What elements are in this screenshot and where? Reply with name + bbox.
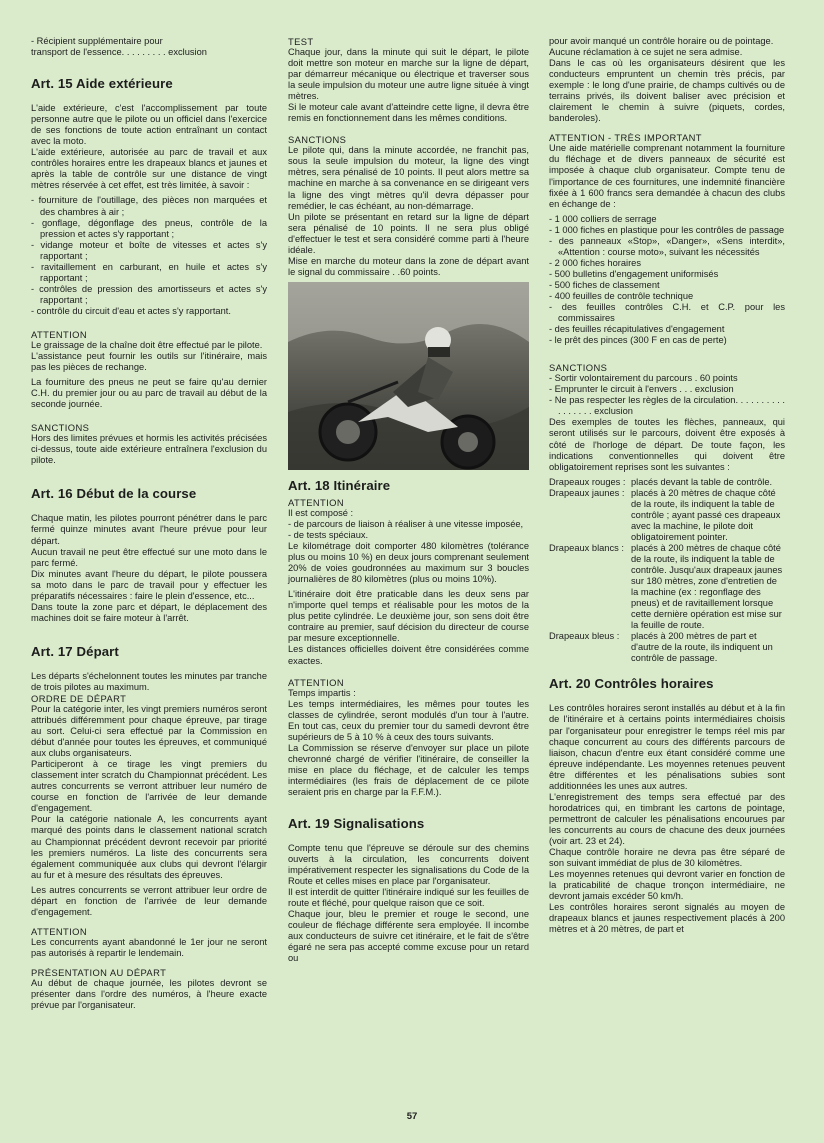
art18-attention2-p: Temps impartis : Les temps intermédiaires, les mêmes pour toutes les classes de cylindrée, seront modulés d'un tour à l'autre. En tout cas, ceux du premier tour du samedi devront être supérieurs de 5 à 10 % à ceux des tours suivants. La Commission se réserve d'envoyer sur place un pilote chevronné chargé de vérifier l'itinéraire, de conseiller la mise en place du fléchage, et de calculer les temps intermédiaires (les frais de déplacement de ce pilote seraient pris en charge par la F.F.M.). (288, 687, 529, 797)
art18-attention-title: ATTENTION (288, 496, 345, 508)
art19-p: Compte tenu que l'épreuve se déroule sur des chemins ouverts à la circulation, les concurrents doivent impérativement respecter les signalisations du Code de la Route et celles mises en place par l'organisateur. Il est interdit de quitter l'itinéraire indiqué sur les feuilles de route et fléché, pour quelque raison que ce soit. Chaque jour, bleu le premier et rouge le second, une couleur de fléchage différente sera employée. Il incombe aux conducteurs de suivre cet itinéraire, et le fait de s'être égaré ne sera pas accepté comme excuse pour un retard ou (288, 843, 529, 964)
page-number: 57 (406, 1111, 418, 1122)
art18-attention2-title: ATTENTION (288, 676, 345, 688)
c3-supplies-list (549, 214, 785, 347)
art15-sanctions-title: SANCTIONS (31, 422, 90, 434)
column-left (31, 36, 267, 1015)
art17-title: Art. 17 Départ (31, 643, 119, 659)
list-item: - des feuilles contrôles C.H. et C.P. pour les commissaires (549, 302, 785, 324)
art17-ordre-title: ORDRE DE DÉPART (31, 692, 127, 704)
art18-list (288, 519, 529, 541)
flag-desc: placés à 200 mètres de part et d'autre de la route, ils indiquent un contrôle de passage. (631, 631, 773, 664)
c3-sanctions-list (549, 373, 785, 417)
sanctions-title: SANCTIONS (288, 134, 347, 146)
column-middle (288, 36, 529, 969)
list-item: - gonflage, dégonflage des pneus, contrôle de la pression et actes s'y rapportant ; (31, 217, 267, 239)
list-item: - de tests spéciaux. (288, 529, 369, 540)
flag-label: Drapeaux rouges : (549, 476, 626, 487)
art15-title: Art. 15 Aide extérieure (31, 76, 173, 92)
flag-desc: placés à 200 mètres de chaque côté de la route, ils indiquent la table de contrôle. Jusqu'aux drapeaux jaunes sur 180 mètres, zone d'entretien de la machine (ex : regonflage des pneus) et de ravitaillement lorsque cette dernière opération est mise sur la feuille de route. (631, 542, 783, 631)
art15-list (31, 195, 267, 317)
art15-attention-p2: La fourniture des pneus ne peut se faire qu'au dernier C.H. du premier jour ou au parc de travail au début de la seconde journée. (31, 377, 267, 410)
art16-p: Chaque matin, les pilotes pourront pénétrer dans le parc fermé quinze minutes avant l'heure prévue pour leur départ. Aucun travail ne peut être effectué sur une moto dans le parc fermé. Dix minutes avant l'heure du départ, le pilote poussera sa moto dans le parc de travail pour y effectuer les préparatifs nécessaires : faire le plein d'essence, etc... Dans toute la zone parc et départ, le déplacement des machines doit se faire moteur à l'arrêt. (31, 513, 267, 623)
art15-attention-p1: Le graissage de la chaîne doit être effectué par le pilote. L'assistance peut fournir les outils sur l'itinéraire, mais pas les pièces de rechange. (31, 339, 267, 373)
test-p: Chaque jour, dans la minute qui suit le départ, le pilote doit mettre son moteur en marche sur la ligne de départ, par démarreur mécanique ou électrique et traverser sous la seule impulsion du moteur une autre ligne située à vingt mètres. Si le moteur cale avant d'atteindre cette ligne, il devra être remis en fonctionnement dans les mêmes conditions. (288, 47, 529, 124)
list-item: - 2 000 fiches horaires (549, 257, 641, 268)
c3-p1: pour avoir manqué un contrôle horaire ou de pointage. Aucune réclamation à ce sujet ne sera admise. Dans le cas où les organisateurs désirent que les conducteurs empruntent un chemin très précis, par exemple : le long d'une prairie, de champs cultivés ou de terrains privés, ils doivent baliser avec précision et clairement le chemin à suivre (piquets, cordes, banderoles). (549, 36, 785, 124)
list-item: - vidange moteur et boîte de vitesses et actes s'y rapportant ; (31, 239, 267, 261)
list-item: - des panneaux «Stop», «Danger», «Sens interdit», «Attention : course moto», suivant les nécessités (549, 235, 785, 257)
top-item: - Récipient supplémentaire pour transport de l'essence. . . . . . . . . exclusion (31, 36, 207, 58)
list-item: - de parcours de liaison à réaliser à une vitesse imposée, (288, 518, 524, 529)
list-item: - ravitaillement en carburant, en huile et actes s'y rapportant ; (31, 261, 267, 283)
art18-p1: Le kilométrage doit comporter 480 kilomètres (tolérance plus ou moins 10 %) en deux jours comprenant seulement 20% de voies goudronnées au maximum sur 3 boucles journalières de 80 kilomètres (plus ou moins 10%). (288, 541, 529, 585)
art19-title: Art. 19 Signalisations (288, 816, 425, 832)
table-row (549, 488, 785, 543)
flag-label: Drapeaux jaunes : (549, 487, 625, 498)
art17-presentation-title: PRÉSENTATION AU DÉPART (31, 966, 167, 978)
table-row (549, 631, 785, 664)
list-item: - contrôles de pression des amortisseurs et actes s'y rapportant ; (31, 283, 267, 305)
list-item: - 1 000 fiches en plastique pour les contrôles de passage (549, 224, 785, 235)
art20-p: Les contrôles horaires seront installés au début et à la fin de l'itinéraire et à certains points intermédiaires choisis par l'organisateur pour enregistrer le temps réel mis par chaque concurrent au cours des différents parcours de liaison, chacun d'entre eux étant considéré comme une épreuve indépendante. Les moyennes retenues peuvent être différentes et les pénalisations subies sont additionnées les unes aux autres. L'enregistrement des temps sera effectué par des horodatrices qui, en timbrant les cartons de pointage, permettront de calculer les pénalisations encourues par les concurrents au cours de chacune des deux journées (voir art. 23 et 24). Chaque contrôle horaire ne devra pas être séparé de son suivant immédiat de plus de 30 kilomètres. Les moyennes retenues qui devront varier en fonction de la praticabilité de chaque tronçon intermédiaire, ne devront jamais excéder 50 km/h. Les contrôles horaires seront signalés au moyen de drapeaux blancs et jaunes respectivement placés à 200 mètres et à 20 mètres, de part et (549, 703, 785, 935)
c3-attention-p: Une aide matérielle comprenant notamment la fourniture du fléchage et de divers panneaux de sécurité est imposée à chaque club organisateur. Compte tenu de l'importance de ces fournitures, une indemnité financière fixée à 1 600 francs sera demandée à chacun des clubs en échange de : (549, 143, 785, 209)
list-item: - contrôle du circuit d'eau et actes s'y rapportant. (31, 305, 231, 316)
table-row (549, 543, 785, 631)
motocross-photo (288, 282, 529, 470)
art17-presentation-p: Au début de chaque journée, les pilotes devront se présenter dans l'ordre des numéros, à l'heure exacte prévue par l'organisateur. (31, 977, 267, 1011)
c3-sanctions-title: SANCTIONS (549, 362, 608, 374)
test-title: TEST (288, 36, 314, 47)
list-item: - 500 fiches de classement (549, 279, 660, 290)
art17-ordre-p: Pour la catégorie inter, les vingt premiers numéros seront attribués différemment pour chaque épreuve, par tirage au sort. Celui-ci sera effectué par la Commission en début d'année pour toutes les épreuves, et communiqué aux clubs organisateurs. Participeront à ce tirage les vingt premiers du classement inter scratch du Championnat précédent. Les autres concurrents se verront attribuer leur numéro de course en fonction de l'arrivée de leur demande d'engagement. Pour la catégorie nationale A, les concurrents ayant marqué des points dans le classement national scratch au Championnat précédent devront recevoir par priorité les premiers numéros. La liste des concurrents sera également communiquée aux clubs qui devront l'élargir au fur et à mesure des résultats des épreuves. (31, 703, 267, 880)
list-item: - des feuilles récapitulatives d'engagement (549, 324, 725, 335)
list-item: - Sortir volontairement du parcours . 60 points (549, 373, 738, 384)
sanctions-p: Le pilote qui, dans la minute accordée, ne franchit pas, sous la seule impulsion du moteur, la ligne des vingt mètres, sera pénalisé de 10 points. Il peut alors mettre sa machine en marche à sa convenance en se dirigeant vers la ligne des vingt mètres qu'il devra dépasser pour remédier, le cas échéant, au non-démarrage. Un pilote se présentant en retard sur la ligne de départ sera pénalisé de 10 points. Il ne sera plus obligé d'effectuer le test et sera considéré comme parti à l'heure idéale. Mise en marche du moteur dans la zone de départ avant le signal du commissaire . .60 points. (288, 145, 529, 277)
c3-attention-title: ATTENTION - TRÈS IMPORTANT (549, 132, 702, 144)
flag-desc: placés devant la table de contrôle. (631, 476, 773, 487)
list-item: - 500 bulletins d'engagement uniformisés (549, 268, 719, 279)
list-item: - le prêt des pinces (300 F en cas de perte) (549, 335, 727, 346)
art18-title: Art. 18 Itinéraire (288, 477, 391, 493)
art18-p2: L'itinéraire doit être praticable dans les deux sens par n'importe quel temps et réalisable pour les motos de la plus petite cylindrée. Le deuxième jour, son sens doit être contraire au premier, sauf décision du directeur de course par mesure exceptionnelle. Les distances officielles doivent être considérées comme exactes. (288, 589, 529, 666)
table-row (549, 477, 785, 488)
list-item: - Ne pas respecter les règles de la circulation. . . . . . . . . . . . . . . . . exclusion (549, 395, 785, 417)
art15-p2: L'aide extérieure, autorisée au parc de travail et aux contrôles horaires entre les drapeaux blancs et jaunes et après la table de contrôle sur une distance de vingt mètres réservée à cet effet, est très limitée, à savoir : (31, 147, 267, 191)
flag-label: Drapeaux blancs : (549, 542, 624, 553)
art20-title: Art. 20 Contrôles horaires (549, 676, 714, 692)
art17-attention-p: Les concurrents ayant abandonné le 1er jour ne seront pas autorisés à repartir le lendemain. (31, 936, 267, 958)
list-item: - Emprunter le circuit à l'envers . . . exclusion (549, 384, 734, 395)
art18-intro: Il est composé : (288, 507, 354, 518)
motocross-rider-image (288, 282, 529, 470)
art17-p1: Les départs s'échelonnent toutes les minutes par tranche de trois pilotes au maximum. (31, 670, 267, 692)
art15-sanctions-p: Hors des limites prévues et hormis les activités précisées ci-dessus, toute aide extérieure entraînera l'exclusion du pilote. (31, 433, 267, 466)
list-item: - fourniture de l'outillage, des pièces non marquées et des chambres à air ; (31, 195, 267, 217)
flag-label: Drapeaux bleus : (549, 631, 620, 642)
column-right (549, 36, 785, 939)
art17-attention-title: ATTENTION (31, 925, 88, 937)
flag-desc: placés à 20 mètres de chaque côté de la route, ils indiquent la table de contrôle ; ayant passé ces drapeaux avec la machine, le pilote doit obligatoirement pointer. (631, 487, 781, 542)
art17-p2: Les autres concurrents se verront attribuer leur ordre de départ en fonction de l'arrivée de leur demande d'engagement. (31, 884, 267, 917)
art16-title: Art. 16 Début de la course (31, 486, 197, 502)
list-item: - 1 000 colliers de serrage (549, 213, 657, 224)
list-item: - 400 feuilles de contrôle technique (549, 290, 694, 301)
flags-table (549, 477, 785, 665)
art15-attention-title: ATTENTION (31, 328, 88, 340)
c3-sanctions-p: Des exemples de toutes les flèches, panneaux, qui seront utilisés sur le parcours, doivent être exposés à côté de l'horloge de départ. De toute façon, les indications conventionnelles qui doivent être obligatoirement reprises sont les suivantes : (549, 417, 785, 472)
art15-p1: L'aide extérieure, c'est l'accomplissement par toute personne autre que le pilote ou un officiel dans l'exercice de ses fonctions de toute action entraînant un contact avec la moto. (31, 103, 267, 147)
